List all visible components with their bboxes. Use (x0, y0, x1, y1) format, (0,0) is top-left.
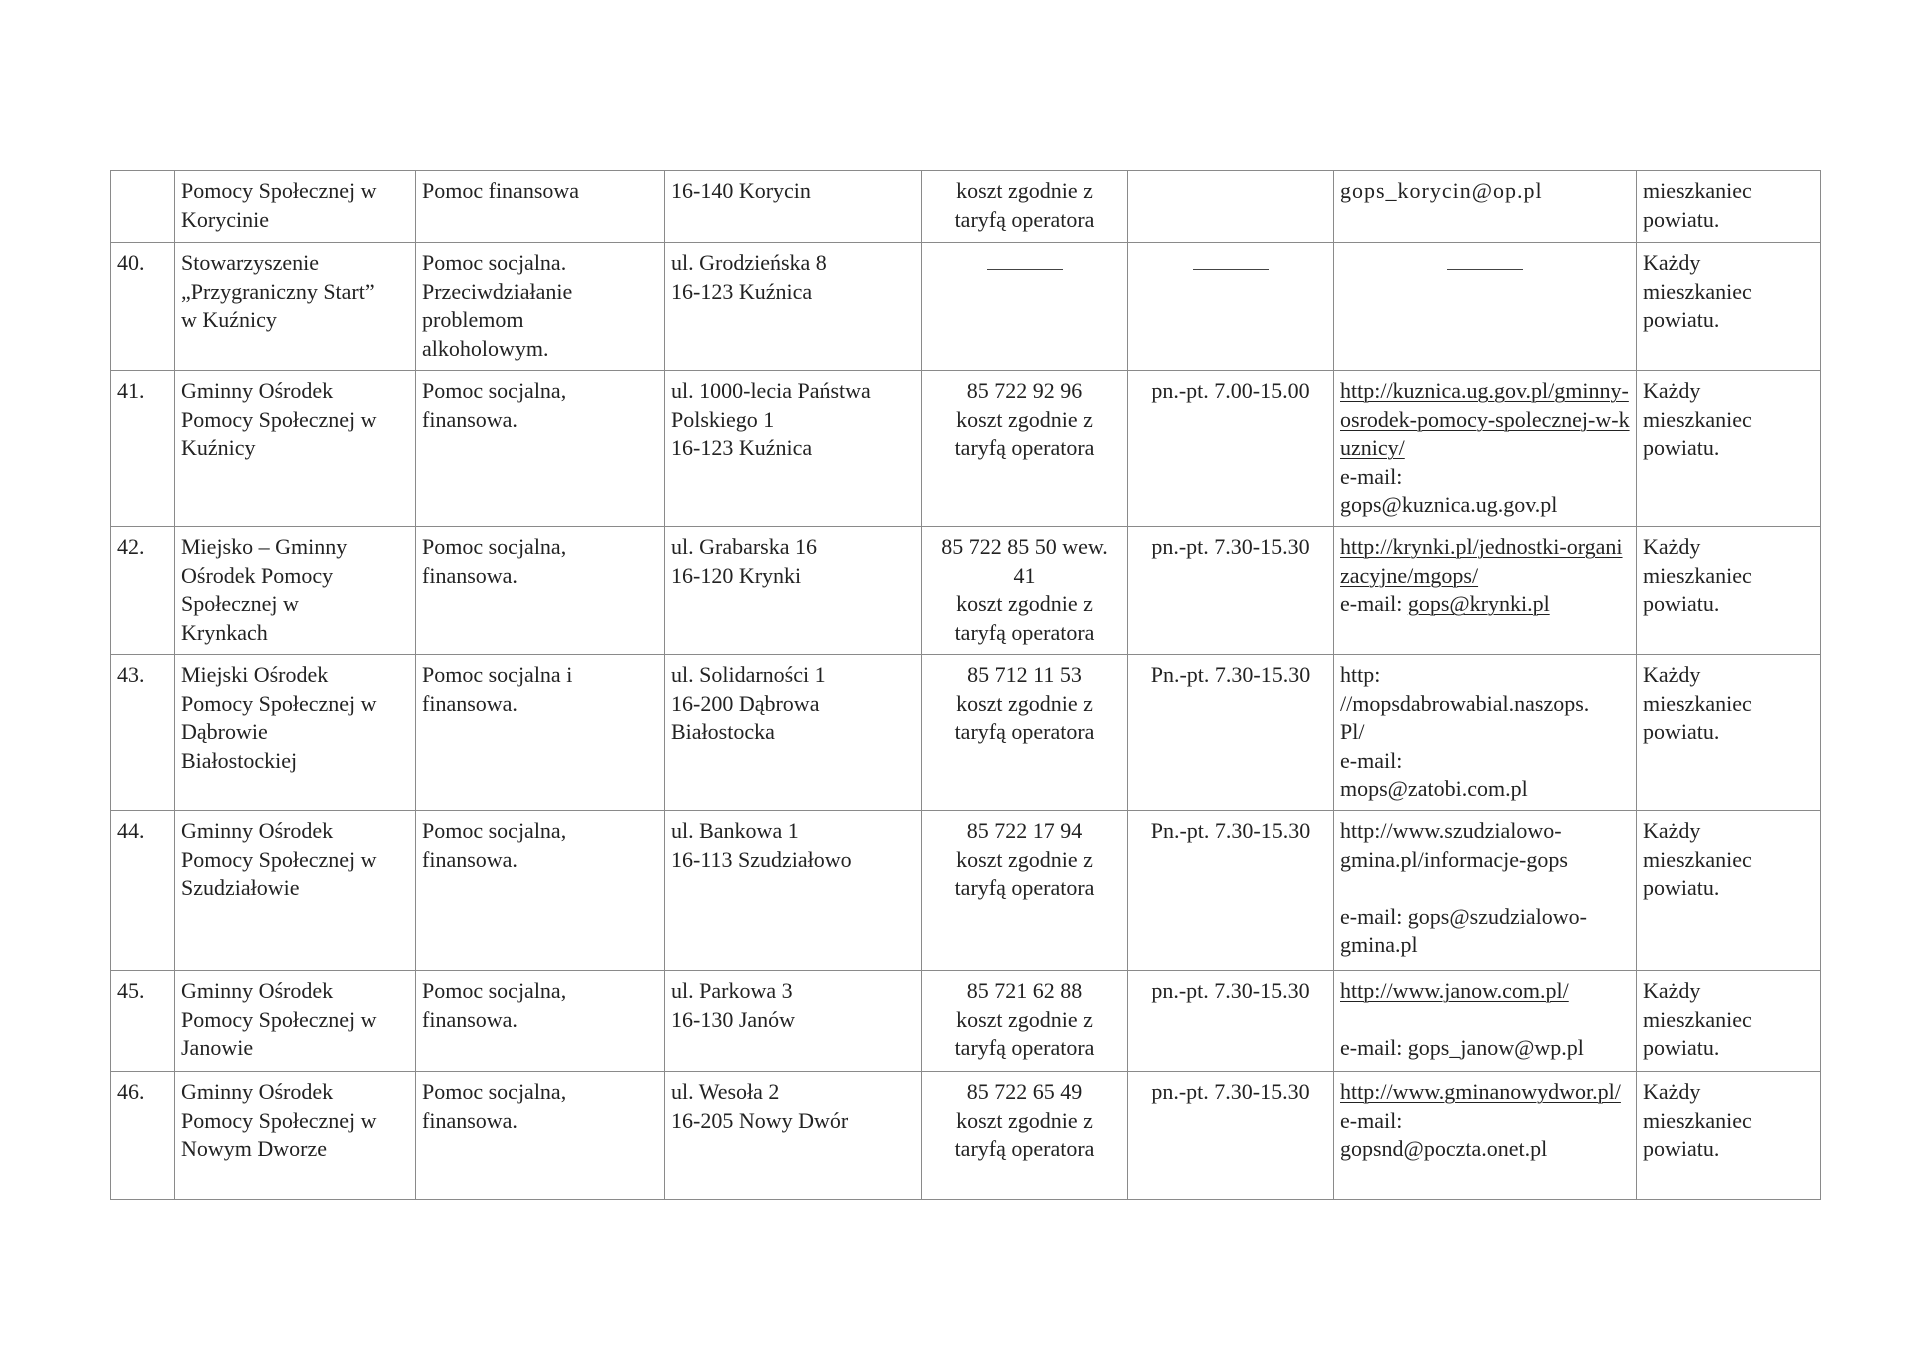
cell-line: Pomocy Społecznej w (181, 178, 377, 203)
contact-line: gops@kuznica.ug.gov.pl (1340, 492, 1558, 517)
row-number: 40. (117, 250, 145, 275)
institution-name-cell (175, 527, 416, 655)
institution-name-cell (175, 1072, 416, 1200)
contact-line: Pl/ (1340, 719, 1365, 744)
cell-line: Stowarzyszenie (181, 250, 320, 275)
cell-line: Pomoc socjalna, (422, 978, 567, 1003)
cell-line: Kuźnicy (181, 435, 256, 460)
cell-line: taryfą operatora (954, 1035, 1095, 1060)
cell-line: 85 722 65 49 (966, 1079, 1083, 1104)
eligibility-cell (1637, 1072, 1821, 1200)
cell-line: 16-140 Korycin (671, 178, 811, 203)
contact-line: gopsnd@poczta.onet.pl (1340, 1136, 1548, 1161)
cell-line: Białostocka (671, 719, 775, 744)
cell-line: problemom (422, 307, 524, 332)
office-hours-cell (1128, 811, 1334, 971)
institution-name-cell (175, 243, 416, 371)
empty-dash (1193, 269, 1269, 270)
office-hours-cell (1128, 1072, 1334, 1200)
cell-line: Nowym Dworze (181, 1136, 328, 1161)
eligibility-cell (1637, 527, 1821, 655)
table-body (111, 171, 1821, 1200)
cell-line: ul. 1000-lecia Państwa (671, 378, 871, 403)
phone-cell (922, 655, 1128, 811)
phone-cell (922, 171, 1128, 243)
table-row (111, 371, 1821, 527)
cell-line: Szudziałowie (181, 875, 300, 900)
cell-line: mieszkaniec (1643, 562, 1752, 588)
table-row (111, 527, 1821, 655)
contact-line: gmina.pl/informacje-gops (1340, 846, 1568, 872)
cell-line: Pomoc socjalna, (422, 378, 567, 403)
cell-line: koszt zgodnie z (956, 1006, 1093, 1032)
cell-line: Pomocy Społecznej w (181, 1107, 377, 1133)
assistance-scope-cell (416, 171, 665, 243)
cell-line: mieszkaniec (1643, 406, 1752, 432)
cell-line: Białostockiej (181, 747, 298, 773)
contact-line: gops_korycin@op.pl (1340, 178, 1543, 203)
cell-line: mieszkaniec (1643, 1006, 1752, 1032)
cell-line: koszt zgodnie z (956, 591, 1093, 616)
cell-line: 85 722 85 50 wew. (941, 534, 1108, 559)
cell-line: 16-123 Kuźnica (671, 278, 813, 304)
office-hours: Pn.-pt. 7.30-15.30 (1150, 818, 1311, 843)
cell-line: finansowa. (422, 1006, 518, 1032)
table-row (111, 1072, 1821, 1200)
office-hours: pn.-pt. 7.30-15.30 (1151, 978, 1310, 1003)
cell-line: koszt zgodnie z (956, 1107, 1093, 1133)
cell-line: koszt zgodnie z (956, 846, 1093, 872)
office-hours: Pn.-pt. 7.30-15.30 (1150, 662, 1311, 687)
cell-line: powiatu. (1643, 435, 1720, 460)
cell-line: powiatu. (1643, 206, 1720, 232)
office-hours-cell (1128, 971, 1334, 1072)
empty-dash (1447, 269, 1523, 270)
cell-line: Każdy (1643, 378, 1701, 403)
row-number: 41. (117, 378, 145, 403)
cell-line: 85 722 92 96 (966, 378, 1083, 403)
cell-line: taryfą operatora (954, 875, 1095, 900)
cell-line: powiatu. (1643, 1035, 1720, 1060)
cell-line: Każdy (1643, 662, 1701, 687)
cell-line: powiatu. (1643, 1136, 1720, 1161)
row-number-cell (111, 971, 175, 1072)
contact-cell (1334, 243, 1637, 371)
row-number-cell (111, 243, 175, 371)
cell-line: powiatu. (1643, 875, 1720, 900)
cell-line: w Kuźnicy (181, 307, 277, 332)
cell-line: Korycinie (181, 206, 269, 232)
cell-line: 16-123 Kuźnica (671, 435, 813, 460)
address-cell (665, 527, 922, 655)
cell-line: Pomoc finansowa (422, 178, 580, 203)
contact-line: gmina.pl (1340, 932, 1418, 957)
assistance-scope-cell (416, 527, 665, 655)
email-line (1340, 590, 1630, 619)
cell-line: koszt zgodnie z (956, 178, 1093, 203)
cell-line: ul. Bankowa 1 (671, 818, 799, 843)
cell-line: taryfą operatora (954, 206, 1095, 232)
cell-line: Pomocy Społecznej w (181, 1006, 377, 1032)
cell-line: koszt zgodnie z (956, 406, 1093, 432)
assistance-scope-cell (416, 1072, 665, 1200)
website-link[interactable]: http://www.gminanowydwor.pl/ (1340, 1079, 1621, 1104)
cell-line: ul. Grodzieńska 8 (671, 250, 827, 275)
assistance-scope-cell (416, 655, 665, 811)
eligibility-cell (1637, 171, 1821, 243)
contact-cell (1334, 371, 1637, 527)
contact-cell (1334, 527, 1637, 655)
eligibility-cell (1637, 243, 1821, 371)
contact-line: //mopsdabrowabial.naszops. (1340, 690, 1590, 716)
cell-line: finansowa. (422, 846, 518, 872)
cell-line: Pomoc socjalna i (422, 662, 573, 687)
cell-line: taryfą operatora (954, 435, 1095, 460)
phone-cell (922, 1072, 1128, 1200)
cell-line: Każdy (1643, 534, 1701, 559)
cell-line: Miejski Ośrodek (181, 662, 329, 687)
email-label: e-mail: (1340, 591, 1403, 616)
cell-line: Pomoc socjalna. (422, 250, 567, 275)
cell-line: mieszkaniec (1643, 846, 1752, 872)
website-link[interactable]: http://www.janow.com.pl/ (1340, 978, 1569, 1003)
cell-line: mieszkaniec (1643, 1107, 1752, 1133)
office-hours-cell (1128, 243, 1334, 371)
phone-cell (922, 971, 1128, 1072)
row-number: 42. (117, 534, 145, 559)
cell-line: ul. Grabarska 16 (671, 534, 818, 559)
table-row (111, 811, 1821, 971)
cell-line: taryfą operatora (954, 719, 1095, 744)
assistance-scope-cell (416, 371, 665, 527)
institution-name-cell (175, 371, 416, 527)
cell-line: powiatu. (1643, 591, 1720, 616)
cell-line: Pomoc socjalna, (422, 1079, 567, 1104)
cell-line: Każdy (1643, 818, 1701, 843)
website-link[interactable]: http://krynki.pl/jednostki-organizacyjne/mgops/ (1340, 534, 1623, 588)
cell-line: 85 721 62 88 (966, 978, 1083, 1003)
cell-line: 41 (1013, 562, 1036, 588)
cell-line: Każdy (1643, 250, 1701, 275)
cell-line: 16-113 Szudziałowo (671, 846, 852, 872)
cell-line: Polskiego 1 (671, 406, 775, 432)
eligibility-cell (1637, 971, 1821, 1072)
eligibility-cell (1637, 811, 1821, 971)
cell-line: Pomocy Społecznej w (181, 406, 377, 432)
cell-line: taryfą operatora (954, 619, 1095, 645)
cell-line: mieszkaniec (1643, 278, 1752, 304)
cell-line: Społecznej w (181, 591, 299, 616)
cell-line: taryfą operatora (954, 1136, 1095, 1161)
row-number: 46. (117, 1079, 145, 1104)
cell-line: finansowa. (422, 406, 518, 432)
contact-line: http://www.szudzialowo- (1340, 818, 1562, 843)
institution-name-cell (175, 811, 416, 971)
row-number: 45. (117, 978, 145, 1003)
office-hours-cell (1128, 171, 1334, 243)
assistance-scope-cell (416, 243, 665, 371)
row-number: 43. (117, 662, 145, 687)
eligibility-cell (1637, 655, 1821, 811)
contact-cell (1334, 171, 1637, 243)
cell-line: 16-205 Nowy Dwór (671, 1107, 849, 1133)
cell-line: Gminny Ośrodek (181, 1079, 334, 1104)
office-hours: pn.-pt. 7.30-15.30 (1151, 534, 1310, 559)
cell-line: 85 722 17 94 (966, 818, 1083, 843)
cell-line: Ośrodek Pomocy (181, 562, 334, 588)
cell-line: Pomoc socjalna, (422, 534, 567, 559)
cell-line: finansowa. (422, 1107, 518, 1133)
office-hours-cell (1128, 371, 1334, 527)
row-number: 44. (117, 818, 145, 843)
table-row (111, 171, 1821, 243)
cell-line: Pomoc socjalna, (422, 818, 567, 843)
eligibility-cell (1637, 371, 1821, 527)
office-hours-cell (1128, 527, 1334, 655)
address-cell (665, 811, 922, 971)
cell-line: 16-200 Dąbrowa (671, 690, 820, 716)
contact-line: e-mail: (1340, 463, 1403, 489)
cell-line: Janowie (181, 1035, 254, 1060)
empty-dash (987, 269, 1063, 270)
office-hours: pn.-pt. 7.30-15.30 (1151, 1079, 1310, 1104)
address-cell (665, 655, 922, 811)
contact-line (1340, 1006, 1630, 1035)
address-cell (665, 971, 922, 1072)
row-number-cell (111, 527, 175, 655)
assistance-scope-cell (416, 811, 665, 971)
table-row (111, 971, 1821, 1072)
cell-line: ul. Parkowa 3 (671, 978, 793, 1003)
institution-name-cell (175, 171, 416, 243)
cell-line: koszt zgodnie z (956, 690, 1093, 716)
table-row (111, 655, 1821, 811)
cell-line: ul. Solidarności 1 (671, 662, 826, 687)
cell-line: finansowa. (422, 562, 518, 588)
cell-line: Dąbrowie (181, 719, 268, 744)
cell-line: mieszkaniec (1643, 178, 1752, 203)
cell-line: „Przygraniczny Start” (181, 278, 375, 304)
address-cell (665, 371, 922, 527)
cell-line: alkoholowym. (422, 335, 549, 361)
address-cell (665, 1072, 922, 1200)
cell-line: finansowa. (422, 690, 518, 716)
website-link[interactable]: http://kuznica.ug.gov.pl/gminny-osrodek-pomocy-spolecznej-w-kuznicy/ (1340, 378, 1630, 460)
cell-line: ul. Wesoła 2 (671, 1079, 780, 1104)
contact-cell (1334, 655, 1637, 811)
contact-line: e-mail: gops@szudzialowo- (1340, 903, 1587, 929)
row-number-cell (111, 1072, 175, 1200)
phone-cell (922, 811, 1128, 971)
contact-line: http: (1340, 662, 1381, 687)
assistance-scope-cell (416, 971, 665, 1072)
row-number-cell (111, 371, 175, 527)
row-number-cell (111, 171, 175, 243)
social-assistance-directory-table (110, 170, 1821, 1200)
email-link[interactable]: gops@krynki.pl (1407, 591, 1550, 616)
contact-cell (1334, 811, 1637, 971)
phone-cell (922, 371, 1128, 527)
cell-line: Każdy (1643, 1079, 1701, 1104)
address-cell (665, 243, 922, 371)
cell-line: Przeciwdziałanie (422, 278, 573, 304)
cell-line: Gminny Ośrodek (181, 818, 334, 843)
row-number-cell (111, 655, 175, 811)
institution-name-cell (175, 971, 416, 1072)
cell-line: 16-130 Janów (671, 1006, 796, 1032)
address-cell (665, 171, 922, 243)
institution-name-cell (175, 655, 416, 811)
contact-line: e-mail: (1340, 747, 1403, 773)
cell-line: Krynkach (181, 619, 268, 645)
phone-cell (922, 243, 1128, 371)
phone-cell (922, 527, 1128, 655)
cell-line: powiatu. (1643, 719, 1720, 744)
cell-line: 85 712 11 53 (967, 662, 1082, 687)
contact-line: e-mail: gops_janow@wp.pl (1340, 1035, 1584, 1060)
contact-cell (1334, 1072, 1637, 1200)
office-hours: pn.-pt. 7.00-15.00 (1151, 378, 1310, 403)
cell-line: Pomocy Społecznej w (181, 846, 377, 872)
row-number-cell (111, 811, 175, 971)
cell-line: 16-120 Krynki (671, 562, 802, 588)
contact-line: e-mail: (1340, 1107, 1403, 1133)
cell-line: Pomocy Społecznej w (181, 690, 377, 716)
cell-line: Gminny Ośrodek (181, 378, 334, 403)
cell-line: Każdy (1643, 978, 1701, 1003)
office-hours-cell (1128, 655, 1334, 811)
cell-line: Gminny Ośrodek (181, 978, 334, 1003)
contact-cell (1334, 971, 1637, 1072)
cell-line: Miejsko – Gminny (181, 534, 348, 559)
contact-line: mops@zatobi.com.pl (1340, 776, 1528, 801)
cell-line: mieszkaniec (1643, 690, 1752, 716)
cell-line: powiatu. (1643, 307, 1720, 332)
contact-line (1340, 874, 1630, 903)
table-row (111, 243, 1821, 371)
